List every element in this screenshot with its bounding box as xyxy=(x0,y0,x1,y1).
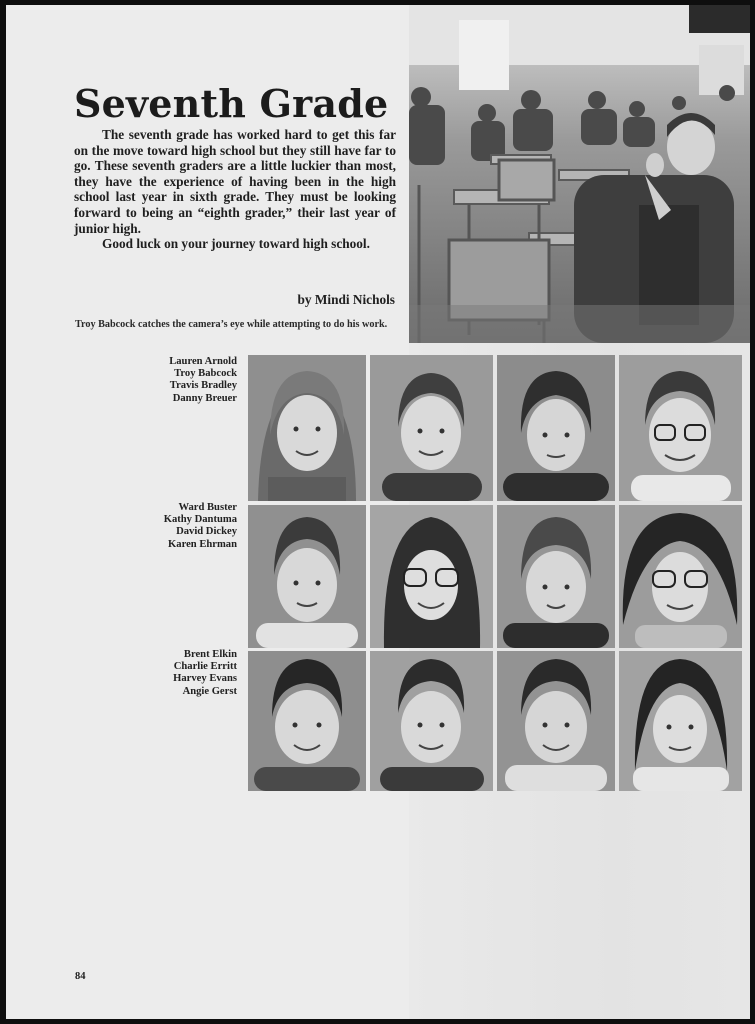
portrait-brent-elkin xyxy=(248,651,366,791)
student-name: Travis Bradley xyxy=(169,380,237,392)
student-name: Danny Breuer xyxy=(172,392,237,404)
roster-row-1-names xyxy=(106,356,237,405)
portrait-travis-bradley xyxy=(497,355,615,501)
portrait-kathy-dantuma xyxy=(370,505,493,648)
photo-caption: Troy Babcock catches the camera’s eye while attempting to do his work. xyxy=(75,319,388,330)
portrait-karen-ehrman xyxy=(619,505,742,648)
roster-row-3-names xyxy=(106,649,237,698)
student-name: Troy Babcock xyxy=(174,368,237,380)
roster-row-2-names xyxy=(106,502,237,551)
portrait-david-dickey xyxy=(497,505,615,648)
portrait-lauren-arnold xyxy=(248,355,366,501)
classroom-photo xyxy=(409,5,750,343)
student-name: Brent Elkin xyxy=(183,649,237,660)
student-name: Lauren Arnold xyxy=(169,356,237,367)
student-name: Angie Gerst xyxy=(182,685,237,697)
student-name: David Dickey xyxy=(176,526,237,538)
student-name: Karen Ehrman xyxy=(168,538,237,550)
student-name: Harvey Evans xyxy=(173,673,237,685)
student-name: Ward Buster xyxy=(178,502,237,513)
student-name: Kathy Dantuma xyxy=(163,514,237,526)
student-name: Charlie Erritt xyxy=(173,661,237,673)
portrait-ward-buster xyxy=(248,505,366,648)
yearbook-page xyxy=(6,5,750,1019)
portrait-harvey-evans xyxy=(497,651,615,791)
article-byline: by Mindi Nichols xyxy=(297,292,395,307)
article-paragraph-1: The seventh grade has worked hard to get this far on the move toward high school but they still have far to go. These seventh graders are a little luckier than most, they have the experience of having been in the high school last year in sixth grade. They must be looking forward to being an “eighth grader,” their last year of junior high. xyxy=(74,127,396,236)
portrait-troy-babcock xyxy=(370,355,493,501)
portrait-angie-gerst xyxy=(619,651,742,791)
portrait-charlie-erritt xyxy=(370,651,493,791)
page-title: Seventh Grade xyxy=(74,81,389,126)
portrait-danny-breuer xyxy=(619,355,742,501)
article-paragraph-2: Good luck on your journey toward high school. xyxy=(102,236,370,252)
page-number: 84 xyxy=(75,971,86,982)
article-body xyxy=(74,127,396,252)
